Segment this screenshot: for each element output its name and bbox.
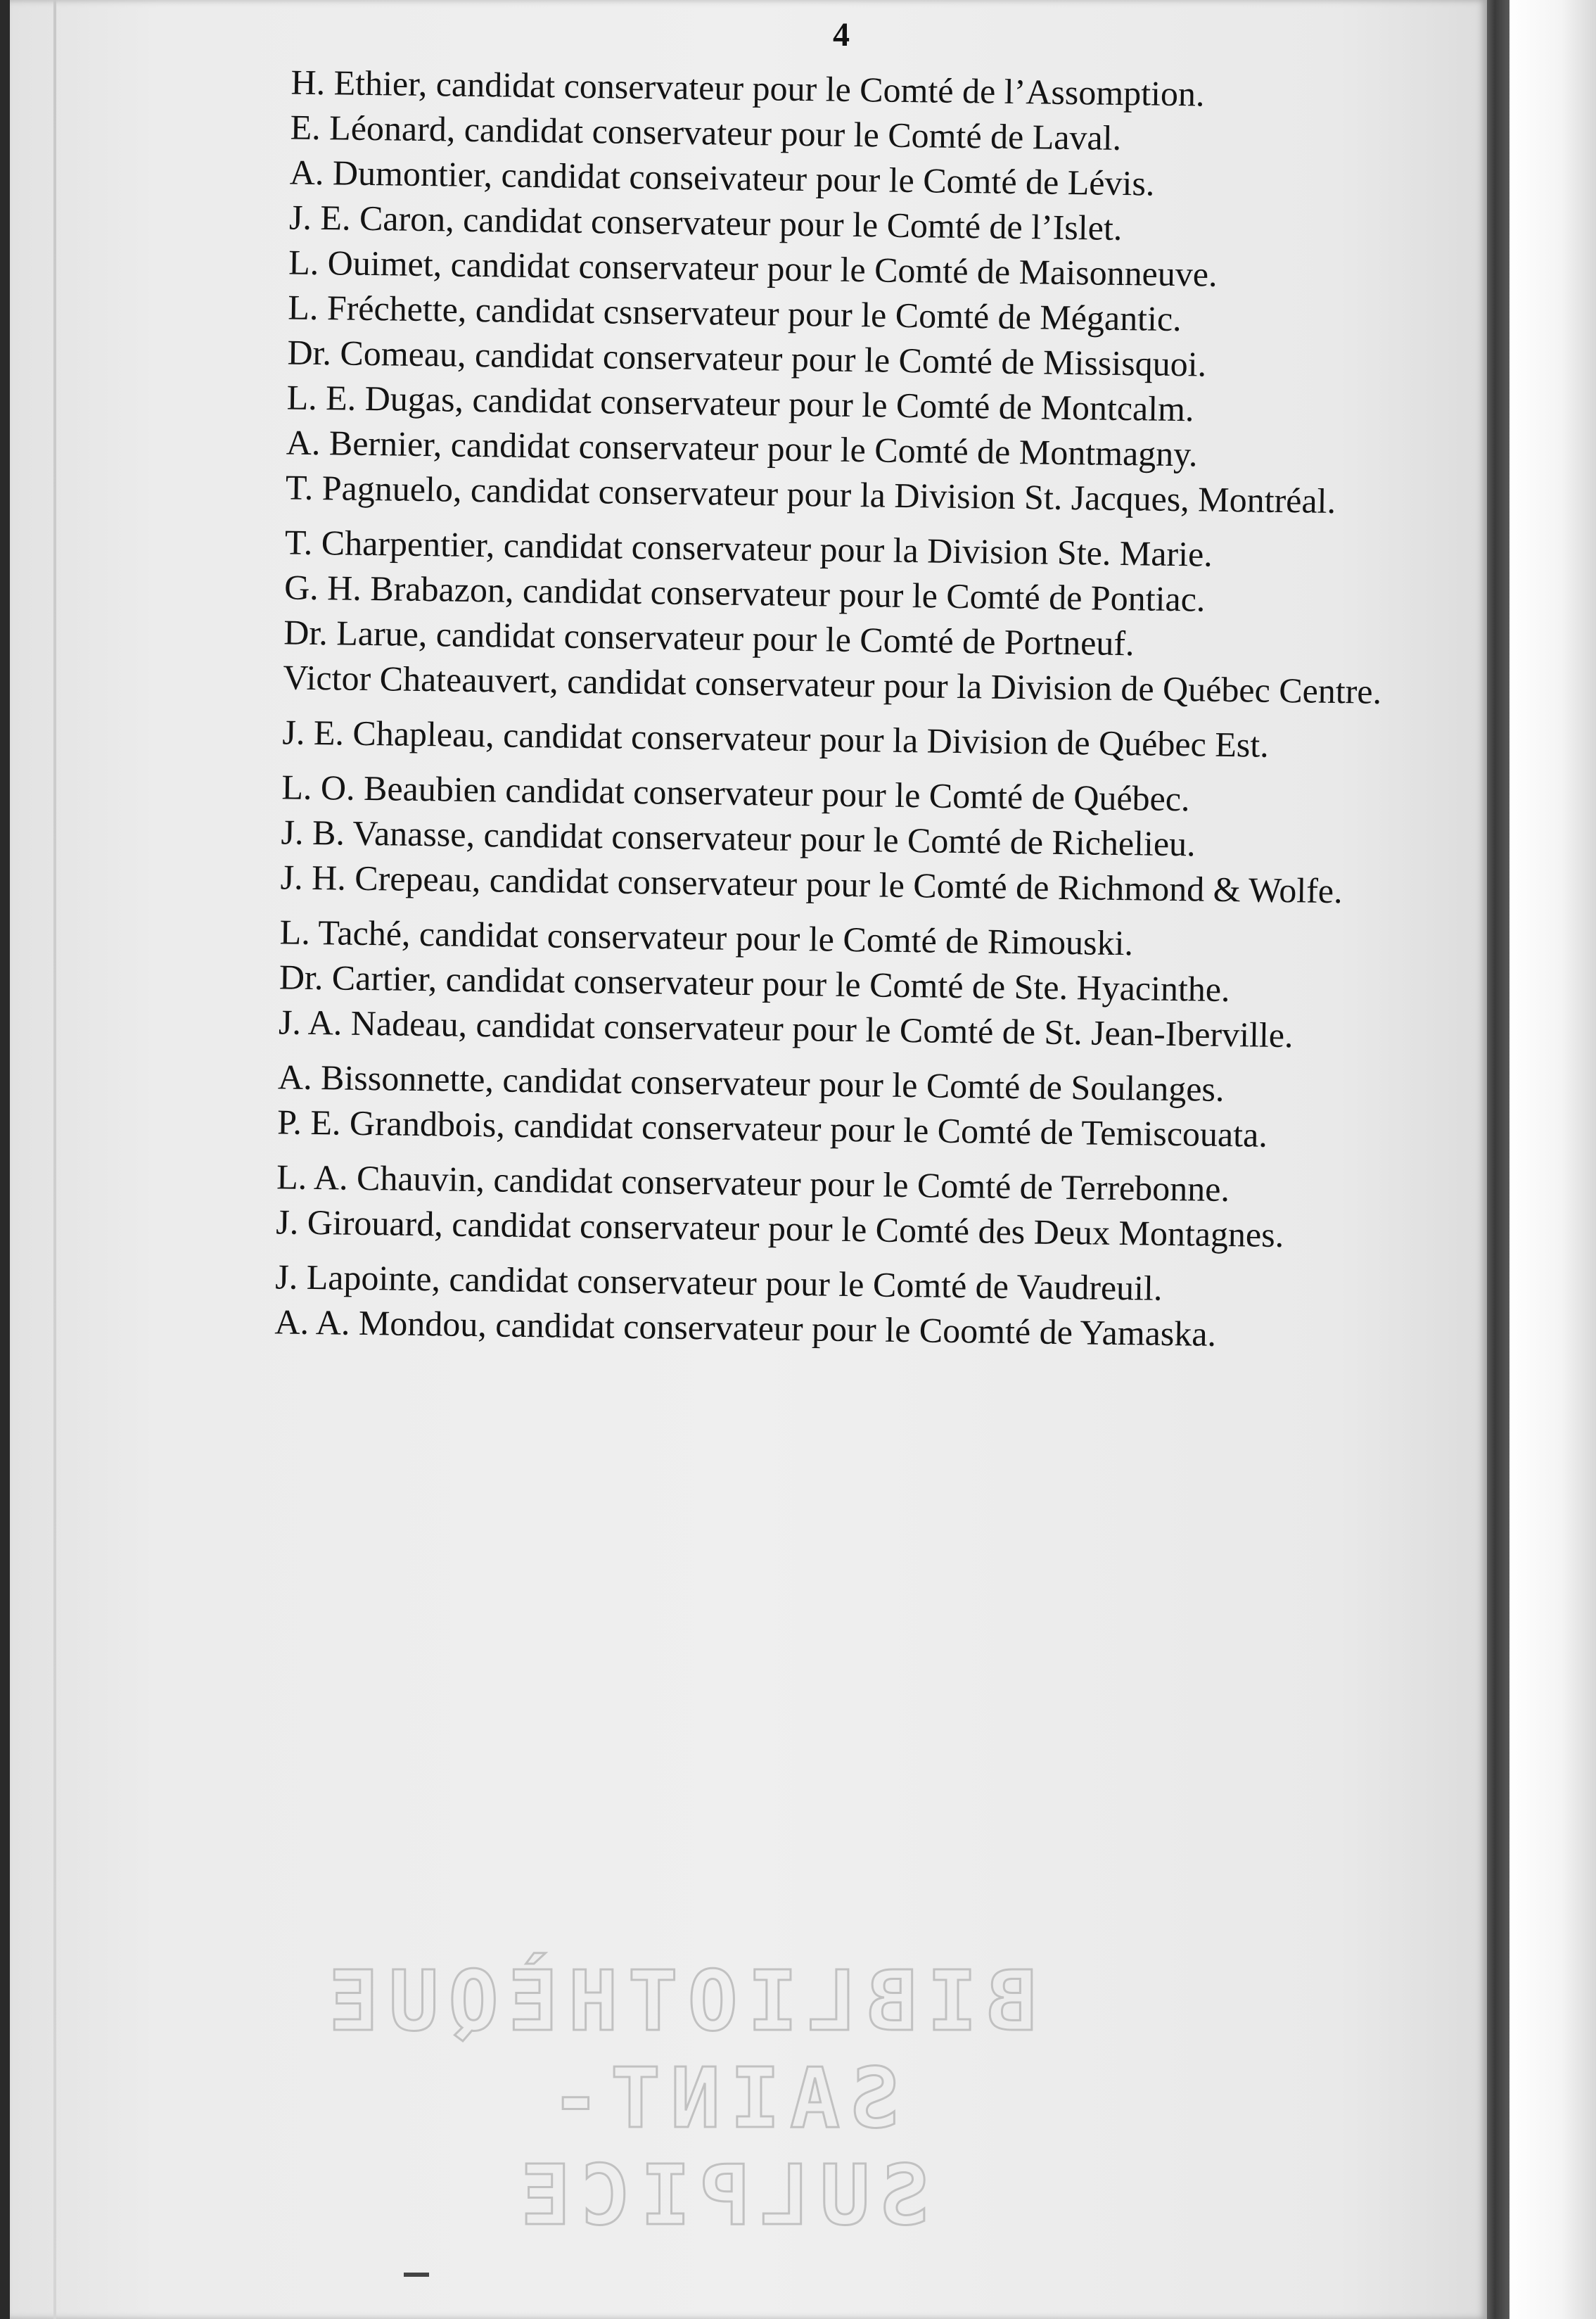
candidate-entry: Dr. Cartier, candidat conservateur pour le Comté de Ste. Hyacinthe. xyxy=(279,957,1230,1010)
candidate-entry: J. E. Chapleau, candidat conservateur pour la Division de Québec Est. xyxy=(282,712,1270,765)
candidate-entry: Dr. Larue, candidat conservateur pour le Comté de Portneuf. xyxy=(283,612,1135,663)
candidate-list xyxy=(141,58,1424,1359)
candidate-entry: J. Girouard, candidat conservateur pour le Comté des Deux Montagnes. xyxy=(275,1202,1284,1255)
candidate-entry: J. A. Nadeau, candidat conservateur pour le Comté de St. Jean-Iberville. xyxy=(278,1002,1294,1055)
candidate-entry: A. A. Mondou, candidat conservateur pour le Coomté de Yamaska. xyxy=(274,1302,1217,1354)
stamp-line-1: BIBLIOTHÈQUE xyxy=(319,1952,1037,2050)
candidate-entry: L. E. Dugas, candidat conservateur pour le Comté de Montcalm. xyxy=(286,377,1194,429)
stamp-line-2: SAINT-SULPICE xyxy=(404,2050,1037,2244)
document-page xyxy=(10,0,1487,2319)
candidate-entry: J. H. Crepeau, candidat conservateur pour le Comté de Richmond & Wolfe. xyxy=(280,857,1343,911)
candidate-entry: L. Taché, candidat conservateur pour le Comté de Rimouski. xyxy=(279,912,1134,963)
candidate-entry: T. Charpentier, candidat conservateur pour la Division Ste. Marie. xyxy=(284,522,1213,574)
candidate-entry: G. H. Brabazon, candidat conservateur pour le Comté de Pontiac. xyxy=(283,567,1206,619)
candidate-entry: H. Ethier, candidat conservateur pour le Comté de l’Assomption. xyxy=(291,62,1205,114)
candidate-entry: E. Léonard, candidat conservateur pour le Comté de Laval. xyxy=(290,107,1122,158)
candidate-entry: L. Ouimet, candidat conservateur pour le Comté de Maisonneuve. xyxy=(288,242,1218,294)
candidate-entry: L. A. Chauvin, candidat conservateur pour le Comté de Terrebonne. xyxy=(276,1157,1230,1209)
candidate-entry: T. Pagnuelo, candidat conservateur pour la Division St. Jacques, Montréal. xyxy=(285,467,1336,521)
candidate-entry: L. Fréchette, candidat csnservateur pour le Comté de Mégantic. xyxy=(288,287,1182,339)
background-right-margin xyxy=(1509,0,1596,2319)
library-perforation-stamp xyxy=(319,1952,1037,2244)
candidate-entry: Dr. Comeau, candidat conservateur pour le Comté de Missisquoi. xyxy=(287,332,1207,384)
page-number: 4 xyxy=(833,16,850,53)
bottom-ink-mark xyxy=(404,2273,429,2277)
candidate-entry: A. Dumontier, candidat conseivateur pour le Comté de Lévis. xyxy=(289,152,1155,203)
candidate-entry: A. Bernier, candidat conservateur pour le Comté de Montmagny. xyxy=(286,422,1198,474)
page-fold-line xyxy=(53,0,56,2319)
candidate-entry: J. Lapointe, candidat conservateur pour le Comté de Vaudreuil. xyxy=(274,1257,1163,1308)
candidate-entry: L. O. Beaubien candidat conservateur pour le Comté de Québec. xyxy=(281,767,1190,819)
candidate-entry: J. B. Vanasse, candidat conservateur pour le Comté de Richelieu. xyxy=(281,812,1196,864)
candidate-entry: A. Bissonnette, candidat conservateur pour le Comté de Soulanges. xyxy=(277,1057,1225,1109)
candidate-entry: J. E. Caron, candidat conservateur pour le Comté de l’Islet. xyxy=(288,197,1123,248)
candidate-entry: Victor Chateauvert, candidat conservateur pour la Division de Québec Centre. xyxy=(283,657,1382,711)
candidate-entry: P. E. Grandbois, candidat conservateur pour le Comté de Temiscouata. xyxy=(276,1102,1268,1155)
